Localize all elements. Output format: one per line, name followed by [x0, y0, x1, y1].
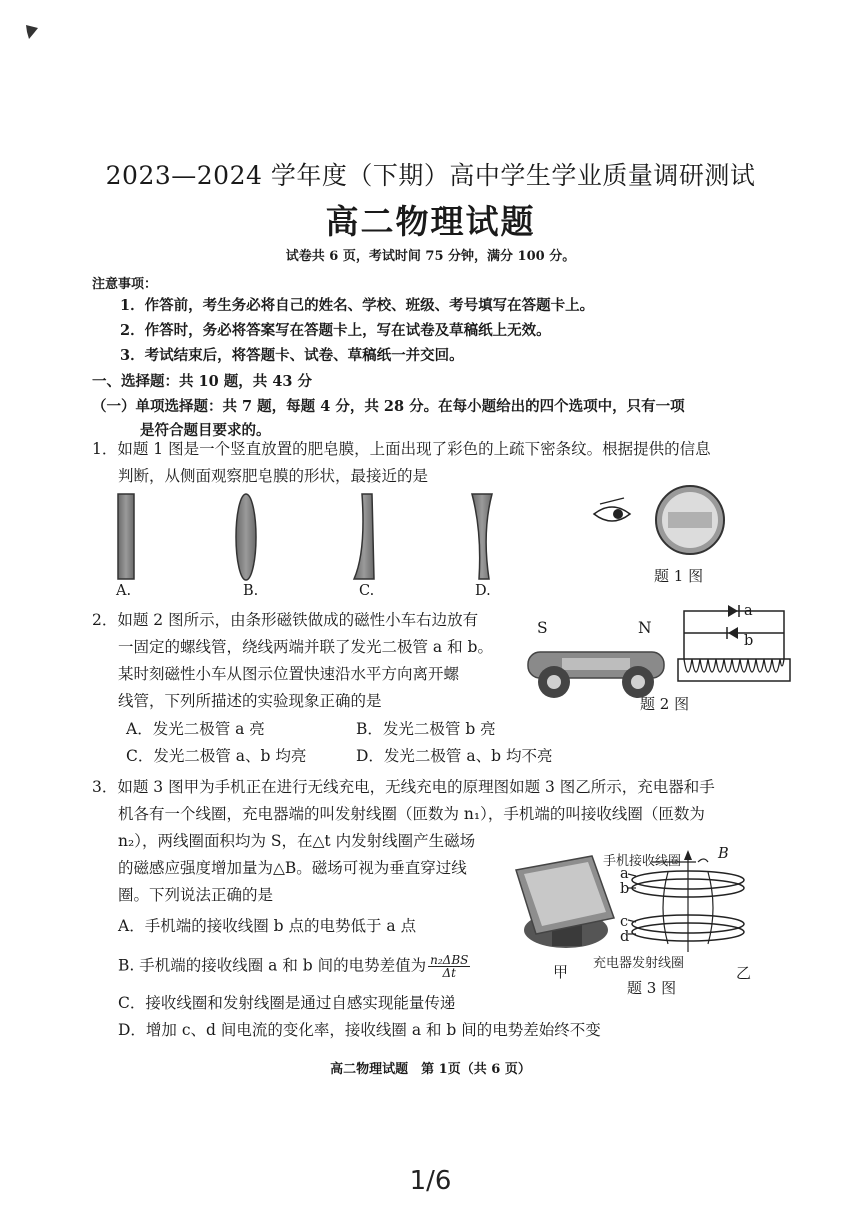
notes-heading: 注意事项：: [92, 277, 158, 292]
q3-label-d: d: [620, 929, 630, 945]
q2-label-n: N: [638, 619, 652, 637]
q2-solenoid-circuit-figure: [676, 603, 792, 687]
q2-stem: 2．如题 2 图所示，由条形磁铁做成的磁性小车右边放有: [92, 611, 479, 629]
q2-stem-cont: 一固定的螺线管，绕线两端并联了发光二极管 a 和 b。: [118, 638, 493, 656]
page-footer: 高二物理试题 第 1页（共 6 页）: [330, 1062, 531, 1077]
q3-option-c: C．接收线圈和发射线圈是通过自感实现能量传递: [118, 994, 456, 1012]
q1-option-label: C.: [359, 583, 375, 599]
section-heading: 一、选择题：共 10 题，共 43 分: [92, 373, 313, 390]
q3-option-d: D．增加 c、d 间电流的变化率，接收线圈 a 和 b 间的电势差始终不变: [118, 1021, 601, 1039]
q3-label-transmitter-coil: 充电器发射线圈: [593, 956, 685, 971]
q2-stem-cont: 某时刻磁性小车从图示位置快速沿水平方向离开螺: [118, 665, 460, 683]
exam-header: 2023—2024 学年度（下期）高中学生学业质量调研测试: [105, 161, 756, 190]
q3-option-b-text: B. 手机端的接收线圈 a 和 b 间的电势差值为: [118, 956, 427, 975]
q3-stem-cont: n₂），两线圈面积均为 S，在△t 内发射线圈产生磁场: [118, 832, 476, 850]
section-subheading-cont: 是符合题目要求的。: [140, 422, 271, 439]
q2-option: C．发光二极管 a、b 均亮: [126, 747, 307, 765]
q3-label-jia: 甲: [553, 963, 569, 981]
q3-stem-cont: 的磁感应强度增加量为△B。磁场可视为垂直穿过线: [118, 859, 467, 877]
q3-label-b-field: B: [718, 846, 729, 862]
q1-caption: 题 1 图: [654, 567, 704, 585]
q2-option: B．发光二极管 b 亮: [356, 720, 496, 738]
q3-option-b: [118, 954, 470, 979]
q1-option-label: B.: [243, 583, 259, 599]
q2-stem-cont: 线管，下列所描述的实验现象正确的是: [118, 692, 382, 710]
q3-label-c: c: [620, 914, 629, 930]
q1-film-shapes: [110, 492, 530, 584]
q2-option: A．发光二极管 a 亮: [126, 720, 265, 738]
fraction-numerator: n₂ΔBS: [430, 953, 469, 967]
q3-stem-cont: 机各有一个线圈，充电器端的叫发射线圈（匝数为 n₁），手机端的叫接收线圈（匝数为: [118, 805, 705, 823]
q3-caption: 题 3 图: [627, 979, 677, 997]
q3-stem: 3．如题 3 图甲为手机正在进行无线充电，无线充电的原理图如题 3 图乙所示，充电器和手: [92, 778, 715, 796]
note-item: 1．作答前，考生务必将自己的姓名、学校、班级、考号填写在答题卡上。: [120, 297, 595, 314]
q1-option-label: A.: [116, 583, 132, 599]
q1-eye-film-figure: [590, 484, 750, 560]
q2-caption: 题 2 图: [640, 695, 690, 713]
section-subheading: （一）单项选择题：共 7 题，每题 4 分，共 28 分。在每小题给出的四个选项中，只有一项: [92, 398, 685, 415]
q3-stem-cont: 圈。下列说法正确的是: [118, 886, 274, 904]
q3-option-b-fraction: [428, 954, 470, 979]
corner-mark-icon: [25, 24, 39, 40]
q3-label-receiver-coil: 手机接收线圈: [603, 854, 682, 869]
q3-label-a: a: [620, 866, 629, 882]
fraction-denominator: Δt: [442, 966, 456, 980]
q2-label-b: b: [744, 633, 754, 649]
q3-label-yi: 乙: [736, 964, 752, 982]
page-number: 1/6: [409, 1166, 452, 1196]
q2-label-s: S: [537, 619, 548, 637]
exam-info: 试卷共 6 页，考试时间 75 分钟，满分 100 分。: [285, 249, 576, 264]
q1-stem-cont: 判断，从侧面观察肥皂膜的形状，最接近的是: [118, 467, 429, 485]
q1-option-label: D.: [475, 583, 491, 599]
q2-label-a: a: [744, 603, 753, 619]
q2-option: D．发光二极管 a、b 均不亮: [356, 747, 553, 765]
q3-label-b: b: [620, 881, 630, 897]
q3-coil-diagram: [628, 848, 764, 958]
exam-title: 高二物理试题: [325, 202, 536, 241]
q3-option-a: A．手机端的接收线圈 b 点的电势低于 a 点: [118, 917, 417, 935]
q1-stem: 1．如题 1 图是一个竖直放置的肥皂膜，上面出现了彩色的上疏下密条纹。根据提供的信息: [92, 440, 711, 458]
note-item: 2．作答时，务必将答案写在答题卡上，写在试卷及草稿纸上无效。: [120, 322, 551, 339]
note-item: 3．考试结束后，将答题卡、试卷、草稿纸一并交回。: [120, 347, 464, 364]
